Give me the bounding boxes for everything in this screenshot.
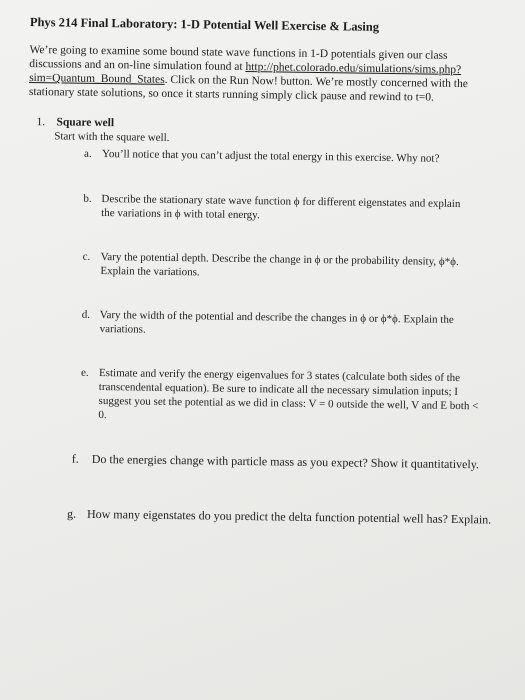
section-subheading: Start with the square well.: [54, 130, 170, 144]
question-label: d.: [81, 308, 91, 321]
intro-paragraph: [29, 43, 500, 106]
question-text: Do the energies change with particle mass as you expect? Show it quantitatively.: [91, 451, 480, 472]
question-label: a.: [83, 147, 92, 160]
document-title: Phys 214 Final Laboratory: 1-D Potential Well Exercise & Lasing: [29, 14, 380, 34]
question-g: [67, 507, 497, 528]
question-text: Vary the potential depth. Describe the change in ϕ or the probability density, ϕ*ϕ. Explain the variations.: [100, 251, 459, 279]
question-label: g.: [66, 506, 77, 521]
intro-text-end: . Click on the Run Now! button. We’re mostly concerned with the stationary state solutions, so once it starts running simply click pause and rewind to t=0.: [28, 73, 468, 104]
question-label: b.: [83, 192, 92, 205]
section-square-well: [23, 115, 499, 528]
question-label: f.: [71, 451, 79, 466]
simulation-link[interactable]: http://phet.colorado.edu/simulations/sims.php?sim=Quantum_Bound_States: [29, 61, 462, 86]
question-f: [72, 452, 502, 473]
question-text: Vary the width of the potential and describe the changes in ϕ or ϕ*ϕ. Explain the variations.: [99, 309, 454, 336]
intro-text-start: We’re going to examine some bound state wave functions in 1-D potentials given our class discussions and an on-line simulation found at: [29, 43, 448, 73]
question-label: e.: [80, 366, 89, 379]
question-d: [82, 308, 482, 342]
section-title: Square well: [56, 116, 115, 130]
question-e: [80, 366, 481, 428]
question-text: Describe the stationary state wave function ϕ for different eigenstates and explain the variations in ϕ with total energy.: [101, 193, 461, 222]
section-number: 1.: [36, 116, 46, 129]
question-text: You’ll notice that you can’t adjust the total energy in this exercise. Why not?: [101, 148, 440, 165]
question-c: [82, 250, 482, 284]
question-text: How many eigenstates do you predict the delta function potential well has? Explain.: [86, 506, 492, 527]
question-b: [83, 192, 475, 225]
question-a: [84, 147, 476, 166]
question-text: Estimate and verify the energy eigenvalues for 3 states (calculate both sides of the transcendental equation). Be sure to indicate all the necessary simulation inputs; I suggest you set the potential as we did in class: V = 0 outside the well, V and E both < 0.: [98, 366, 479, 422]
document-page: [23, 14, 500, 528]
question-label: c.: [82, 250, 91, 263]
